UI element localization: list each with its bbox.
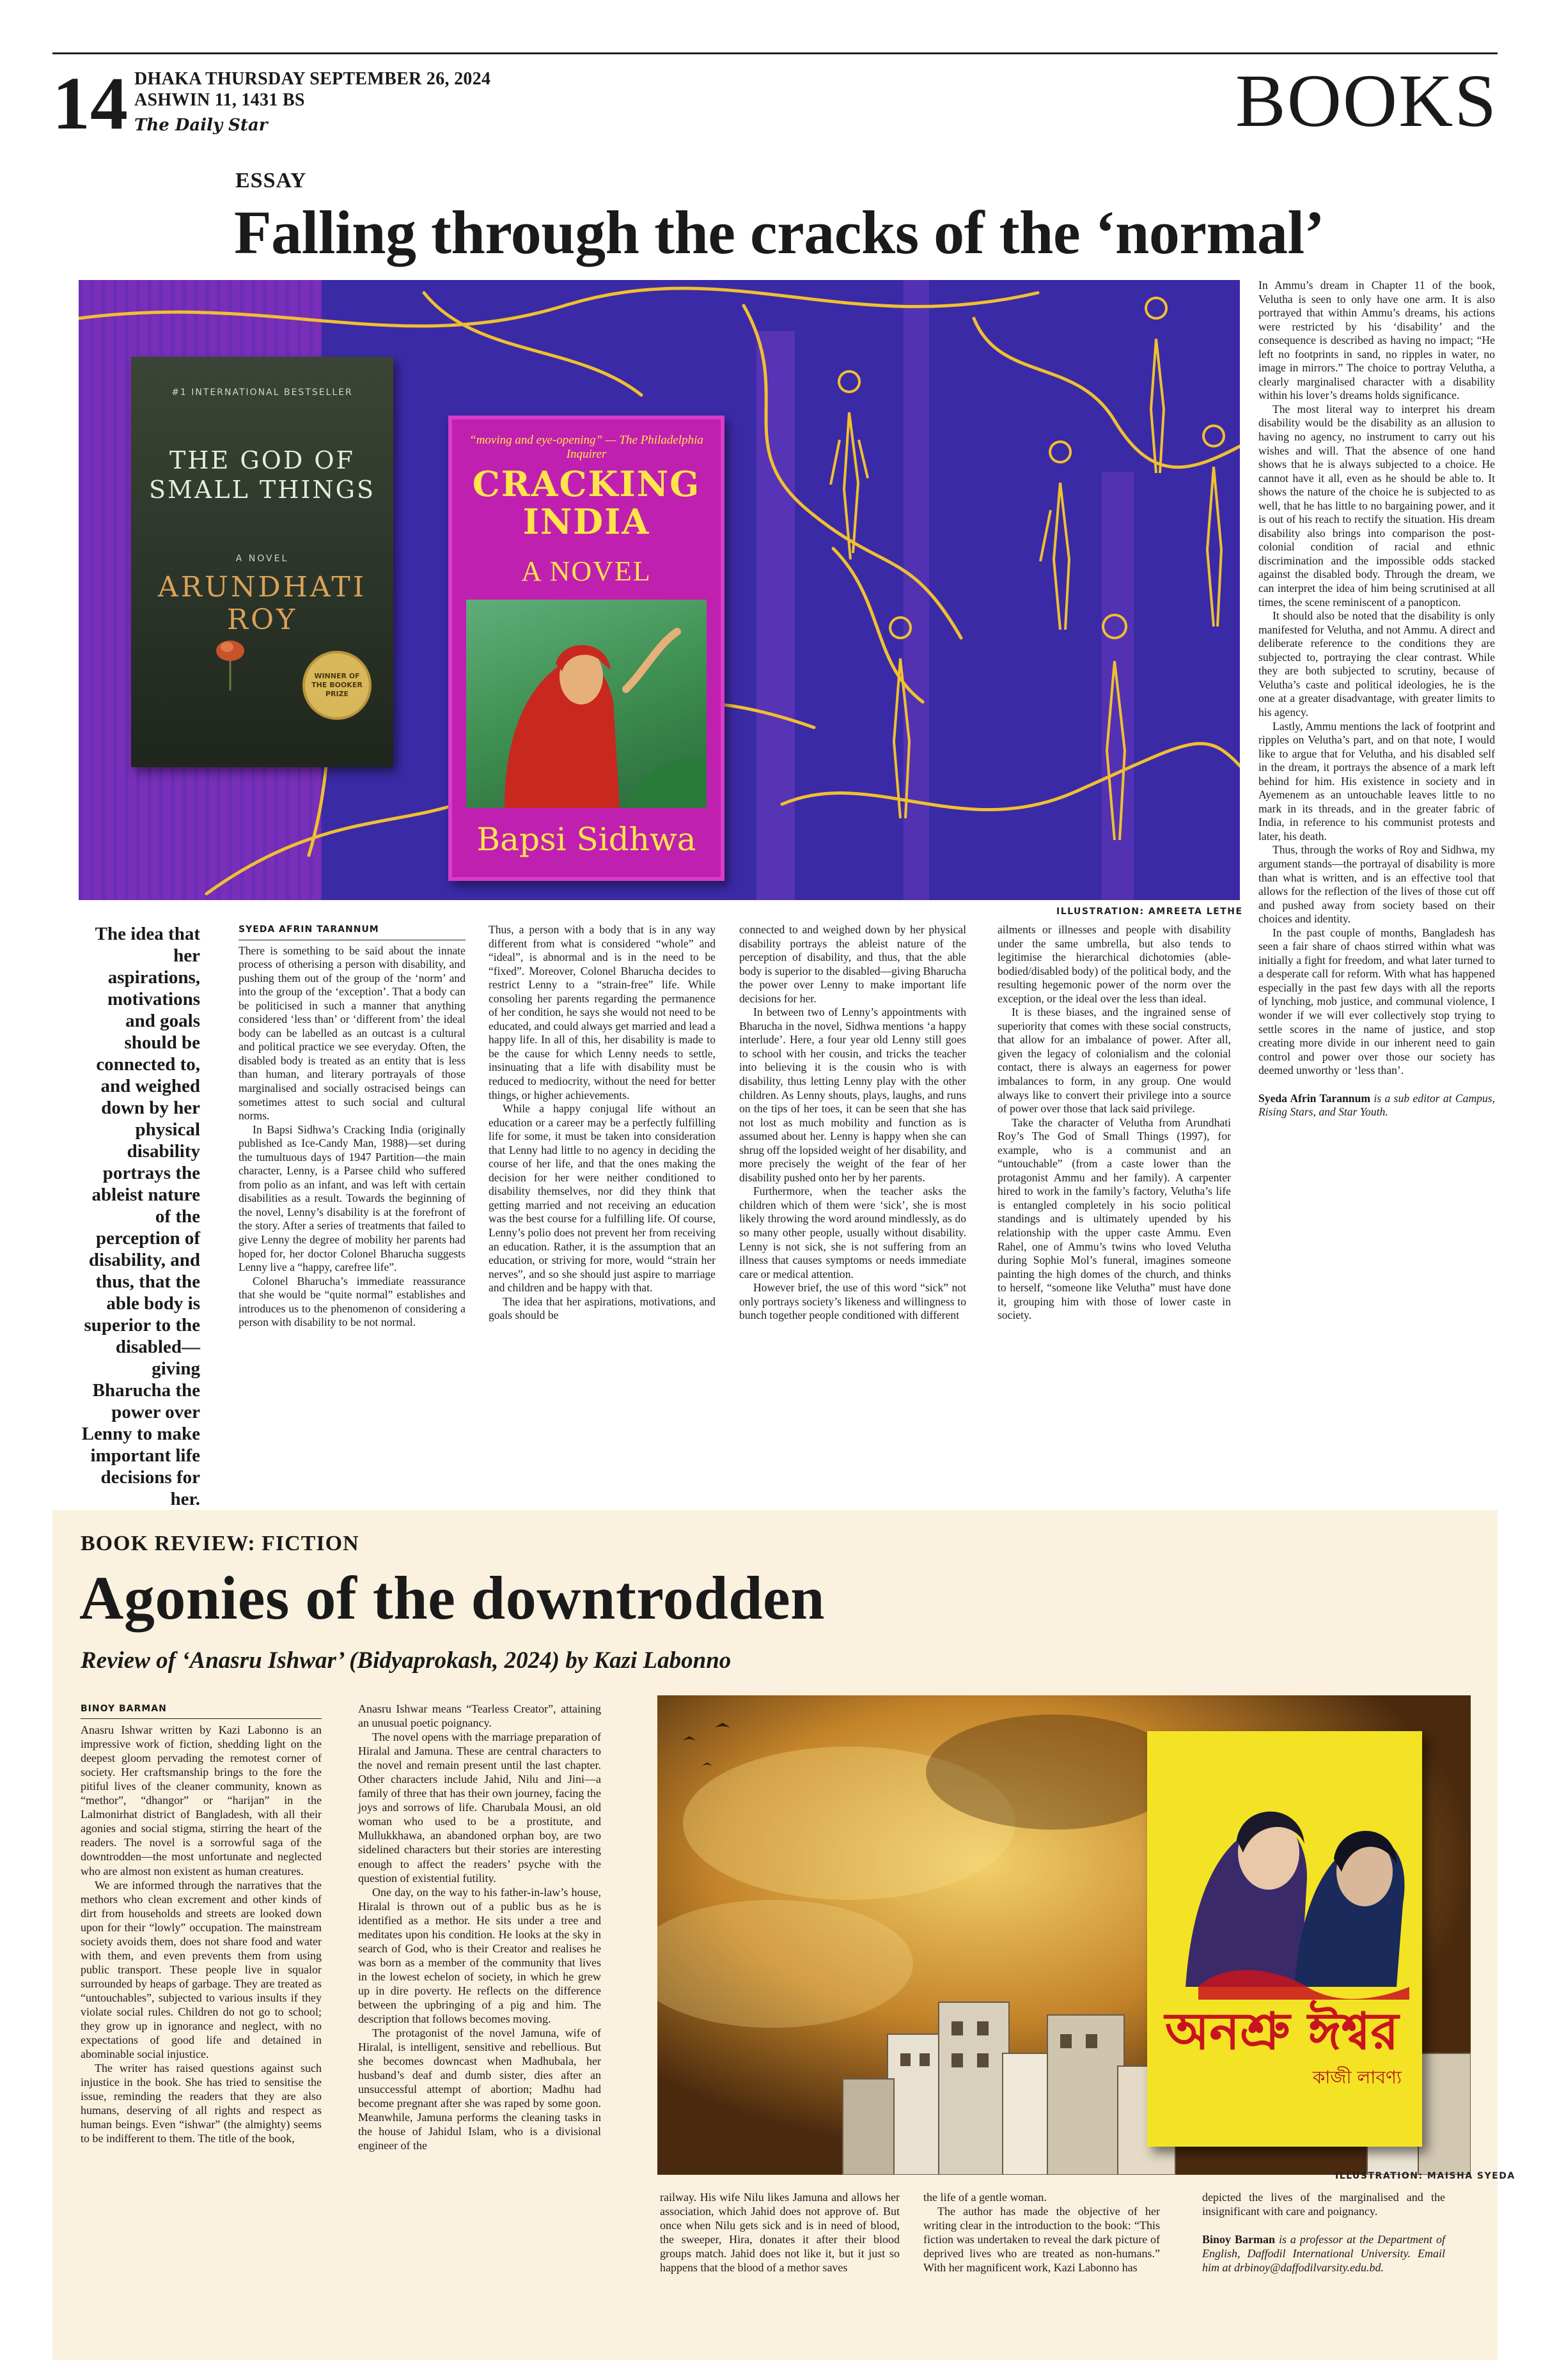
essay-column-1	[239, 923, 466, 1330]
paragraph: However brief, the use of this word “sick” not only portrays society’s likeness and willingness to bunch together people conditioned with different	[739, 1281, 966, 1322]
byline: BINOY BARMAN	[81, 1702, 322, 1719]
review-column-1	[81, 1702, 322, 2145]
paragraph: It is these biases, and the ingrained sense of superiority that comes with these social constructs, that allow for an imbalance of power. After all, given the legacy of colonialism and the colonial contact, there is always an eagerness for power imbalances to form, in any group. One would always like to convert their privilege into a source of power over those that lack said privilege.	[998, 1006, 1231, 1116]
paragraph: The protagonist of the novel Jamuna, wife of Hiralal, is intelligent, sensitive and rebellious. But she becomes downcast when Madhubala, her husband’s deaf and dumb sister, dies after an unsuccessful attempt of abortion; Madhu had become pregnant after she was raped by some goon. Meanwhile, Jamuna performs the cleaning tasks in the house of Jahidul Islam, who is a divisional engineer of the	[358, 2026, 601, 2152]
review-illustration	[657, 1695, 1471, 2175]
author-bio	[1258, 1092, 1495, 1119]
dateline	[134, 68, 490, 111]
illustration-credit: ILLUSTRATION: MAISHA SYEDA	[1335, 2171, 1515, 2181]
paragraph: There is something to be said about the innate process of otherising a person with disability, and pushing them out of the group of the ‘norm’ and into the group of the ‘exception’. That a body can be politicised in such a manner that anything considered ‘less than’ or ‘different from’ the ideal body can be labelled as an outcast is a cultural and political practice we see everyday. Often, the disabled body is treated as an entity that is less than human, and literary portrayals of those marginalised and socially ostracised beings can sometimes attest to such social and cultural norms.	[239, 944, 466, 1123]
book-cover-subtitle: A NOVEL	[521, 556, 652, 587]
paragraph: Lastly, Ammu mentions the lack of footprint and ripples on Velutha’s part, and on that note, I would like to argue that for Velutha, and his disabled self in the dream, it portrays the absence of a mark left behind for him. His existence in society and in Ayemenem as an untouchable leaves little to no mark in its threads, and in the greater fabric of India, in reference to his communist protests and later, his death.	[1258, 719, 1495, 843]
author-name: Binoy Barman	[1202, 2233, 1275, 2246]
paragraph: In the past couple of months, Bangladesh has seen a fair share of chaos stirred within what was initially a fight for freedom, and what later turned to a desperate call for reform. With what has happened especially in the past few days with all the reports of lynching, mob justice, and communal violence, I wonder if we will ever collectively stop trying to settle scores in the name of justice, and stop creating more divide in our inherent need to gain control and power over those our society has deemed unworthy or ‘less than’.	[1258, 926, 1495, 1077]
page-number: 14	[52, 61, 128, 145]
essay-column-4	[998, 923, 1231, 1323]
paragraph: Thus, through the works of Roy and Sidhwa, my argument stands—the portrayal of disability is more than what is written, and is an effective tool that allows for the reflection of the lives of those cut off and pushed away from society based on their choices and identity.	[1258, 843, 1495, 926]
essay-column-5	[1258, 279, 1495, 1119]
section-title: BOOKS	[1235, 59, 1498, 143]
author-bio-text: is a sub editor at Campus, Rising Stars, and Star Youth.	[1258, 1091, 1496, 1119]
paragraph: the life of a gentle woman.	[923, 2191, 1047, 2204]
book-cover-god-of-small-things	[131, 357, 393, 767]
paragraph: The novel opens with the marriage preparation of Hiralal and Jamuna. These are central characters to the novel and remain present until the last chapter. Other characters include Jahid, Nilu and Jini—a family of three that has their own journey, facing the joys and sorrows of life. Charubala Mousi, an old woman who used to be a prostitute, and Mullukkhawa, an abandoned orphan boy, are two sidelined characters but their stories are interesting enough to affect the readers’ psyche with the question of existential futility.	[358, 1731, 601, 1885]
book-cover-novel-label: A NOVEL	[235, 554, 289, 564]
essay-column-3	[739, 923, 966, 1323]
review-headline: Agonies of the downtrodden	[79, 1564, 826, 1632]
paragraph: Anasru Ishwar means “Tearless Creator”, attaining an unusual poetic poignancy.	[358, 1702, 601, 1730]
book-cover-author: ARUNDHATI ROY	[157, 571, 367, 636]
review-deck: Review of ‘Anasru Ishwar’ (Bidyaprokash, 2024) by Kazi Labonno	[81, 1647, 732, 1674]
review-column-2	[358, 1702, 601, 2153]
review-column-3	[660, 2190, 900, 2275]
paragraph: connected to and weighed down by her physical disability portrays the ableist nature of the perception of disability, and thus, that the able body is superior to the disabled—giving Bharucha the power over Lenny to make important life decisions for her.	[739, 923, 966, 1005]
award-seal: WINNER OF THE BOOKER PRIZE	[302, 651, 372, 720]
book-cover-quote: “moving and eye-opening” — The Philadelphia Inquirer	[469, 433, 703, 461]
paragraph: The writer has raised questions against such injustice in the book. She has tried to sensitise the issue, reminding the readers that they are also humans, deserving of all rights and respect as human beings. Even “ishwar” (the almighty) seems to be indifferent to them. The title of the book,	[81, 2062, 322, 2145]
paragraph: In Ammu’s dream in Chapter 11 of the book, Velutha is seen to only have one arm. It is also portrayed that within Ammu’s dreams, his actions were restricted by his ‘disability’ and the consequence is described as having no impact; “He left no footprints in sand, no ripples in water, no image in mirrors.” The choice to portray Velutha, a clearly marginalised character with a disability within his lover’s dreams holds significance.	[1258, 279, 1495, 402]
paragraph: Take the character of Velutha from Arundhati Roy’s The God of Small Things (1997), for example, who is a communist and an “untouchable” (from a caste lower than the protagonist Ammu and her family). A carpenter hired to work in the family’s factory, Velutha’s life is entangled completely in his socio political standings and is ultimately upended by his relationship with the upper caste Ammu. Even Rahel, one of Ammu’s twins who loved Velutha during Sophie Mol’s funeral, imagines someone painting the high domes of the church, and thinks to herself, “someone like Velutha” must have done it, grouping him with those of lower caste in society.	[998, 1116, 1231, 1322]
woman-figure-icon	[466, 600, 707, 808]
essay-headline: Falling through the cracks of the ‘normal’	[234, 198, 1325, 267]
paragraph: In Bapsi Sidhwa’s Cracking India (originally published as Ice-Candy Man, 1988)—set during the tumultuous days of 1947 Partition—the main character, Lenny, is a Parsee child who suffered from polio as an infant, and was left with certain disabilities as a result. Towards the beginning of the novel, Lenny’s disability is at the forefront of the story. After a series of treatments that failed to give Lenny the degree of mobility her parents had hoped for, her doctor Colonel Bharucha suggests Lenny live a “happy, carefree life”.	[239, 1123, 466, 1274]
paragraph: The author has made the objective of her writing clear in the introduction to the book: “This fiction was undertaken to reveal the dark picture of deprived lives who are treated as non-humans.” With her magnificent work, Kazi Labonno has	[923, 2205, 1160, 2275]
paragraph: While a happy conjugal life without an education or a career may be a perfectly fulfilling life for some, it must be taken into consideration that Lenny had little to no agency in deciding the course of her life, and that the ones making the decision for her were neither conditioned to disability themselves, nor did they think that getting married and not receiving an education was the best course for a fulfilling life. Of course, Lenny’s polio does not prevent her from receiving an education. Rather, it is the assumption that an education, or striving for more, would “strain her nerves”, and so she should just aspire to marriage and children and be happy with that.	[489, 1102, 716, 1295]
date-line: DHAKA THURSDAY SEPTEMBER 26, 2024	[134, 69, 491, 89]
paragraph: railway. His wife Nilu likes Jamuna and allows her association, which Jahid does not approve of. But once when Nilu gets sick and is in need of blood, the sweeper, Hira, donates it after their blood groups match. Jahid does not like it, but it just so happens that the blood of a methor saves	[660, 2191, 900, 2275]
review-column-4	[923, 2190, 1160, 2275]
paragraph: Thus, a person with a body that is in any way different from what is considered “whole” and “ideal”, is abnormal and is in the need to be “fixed”. Moreover, Colonel Bharucha decides to restrict Lenny to a “strain-free” life. While consoling her parents regarding the permanence of her condition, he says she would not need to be educated, and could always get married and lead a happy life. In all of this, her disability is made to be the cause for which Lenny needs to settle, insinuating that a life with disability must be reduced to mediocrity, without the need for better things, or higher achievements.	[489, 923, 716, 1101]
book-cover-title: THE GOD OF SMALL THINGS	[148, 446, 376, 504]
essay-column-2	[489, 923, 716, 1323]
essay-illustration	[79, 280, 1240, 900]
author-name: Syeda Afrin Tarannum	[1258, 1091, 1371, 1105]
byline: SYEDA AFRIN TARANNUM	[239, 923, 466, 940]
illustration-credit: ILLUSTRATION: AMREETA LETHE	[1056, 906, 1243, 917]
book-cover-cracking-india	[448, 416, 724, 881]
flower-icon	[208, 633, 253, 690]
book-cover-anasru-ishwar	[1147, 1731, 1422, 2147]
author-bio-text: is a professor at the Department of English, Daffodil International University. Email him at drbinoy@daffodilvarsity.edu.bd.	[1202, 2233, 1445, 2275]
paragraph: The most literal way to interpret his dream disability would be the disability as an allusion to having no agency, no instrument to carry out his wishes and will. That the absence of one hand shows that he is always subjected to a choice. He cannot have it all, even as he should be able to. It shows the nature of the choice he is subjected to as well, that he has little to no bargaining power, and it is out of his reach to rectify the situation. His dream disability also brings into comparison the post-colonial condition of racial and ethnic discrimination and the impossible odds stacked against the disabled body. Through the dream, we can interpret the idea of him being scrutinised at all times, the scene reminiscent of a panopticon.	[1258, 402, 1495, 609]
paragraph: One day, on the way to his father-in-law’s house, Hiralal is thrown out of a public bus as he is identified as a methor. He sits under a tree and meditates upon his condition. He looks at the sky in search of God, who is their Creator and realises he was born as a member of the community that lives in the lowest echelon of society, in which he grew up in dire poverty. He reflects on the difference between the upbringing of a pig and him. The description that follows becomes moving.	[358, 1885, 601, 2026]
paragraph: Furthermore, when the teacher asks the children which of them were ‘sick’, she is most likely throwing the word around mindlessly, as do so many other people, usually without disability. Lenny is not sick, she is not suffering from an illness that causes symptoms or needs immediate care or medical attention.	[739, 1185, 966, 1280]
paper-logo: The Daily Star	[134, 116, 268, 135]
book-cover-title: অনশ্রু ঈশ্বর	[1165, 2002, 1399, 2061]
bangla-date: ASHWIN 11, 1431 BS	[134, 90, 305, 111]
author-bio	[1202, 2232, 1445, 2275]
paragraph: In between two of Lenny’s appointments with Bharucha in the novel, Sidhwa mentions ‘a happy interlude’. Here, a four year old Lenny still goes to school with her cousin, and tricks the teacher into believing it is the cousin who is with disability, thus letting Lenny play with the other children. As Lenny shouts, plays, laughs, and runs on the tips of her toes, it can be seen that she has not lost as much mobility and function as is assumed about her. Lenny is happy when she can shrug off the lopsided weight of her disability, and more precisely the weight of the fear of her disability pushed onto her by her parents.	[739, 1006, 966, 1184]
book-cover-title: CRACKING INDIA	[472, 463, 701, 543]
paragraph: depicted the lives of the marginalised and the insignificant with care and poignancy.	[1202, 2191, 1445, 2218]
pull-quote: The idea that her aspirations, motivations and goals should be connected to, and weighed down by her physical disability portrays the ableist nature of the perception of disability, and thus, that the able body is superior to the disabled—giving Bharucha the power over Lenny to make important life decisions for her.	[81, 924, 200, 1509]
book-cover-painting	[466, 600, 707, 808]
paragraph: ailments or illnesses and people with disability under the same umbrella, but also tends to legitimise the hierarchical dichotomies (able-bodied/disabled body) of the political body, and the resulting hegemonic power of the norm over the exception, or the ideal over the less than ideal.	[998, 923, 1231, 1005]
review-column-5	[1202, 2190, 1445, 2275]
book-cover-tagline: #1 INTERNATIONAL BESTSELLER	[171, 387, 353, 398]
essay-kicker: ESSAY	[235, 169, 307, 192]
book-cover-author: কাজী লাবণ্য	[1312, 2067, 1402, 2088]
masthead	[52, 52, 1498, 147]
book-cover-author: Bapsi Sidhwa	[476, 821, 696, 858]
review-kicker: BOOK REVIEW: FICTION	[81, 1532, 359, 1555]
paragraph: Anasru Ishwar written by Kazi Labonno is an impressive work of fiction, shedding light on the deepest gloom pervading the remotest corner of society. Her craftsmanship brings to the fore the pitiful lives of the cleaner community, known as “methor”, “dhangor” or “harijan” in the Lalmonirhat district of Bangladesh, with all their agonies and social stigma, stirring the heart of the readers. The novel is a sorrowful saga of the downtrodden—the most unfortunate and neglected who are almost non existent as human creatures.	[81, 1723, 322, 1878]
paragraph: The idea that her aspirations, motivations, and goals should be	[489, 1295, 716, 1322]
paragraph: Colonel Bharucha’s immediate reassurance that she would be “quite normal” establishes and introduces us to the phenomenon of considering a person with disability to be not normal.	[239, 1274, 466, 1329]
paragraph: We are informed through the narratives that the methors who clean excrement and other kinds of dirt from households and streets are looked down upon for their “lowly” occupation. The mainstream society avoids them, does not share food and water with them, and even prevents them from using public transport. These people live in squalor surrounded by heaps of garbage. They are treated as “untouchables”, subjected to various insults if they violate social rules. Children do not go to school; they grow up in ignorance and neglect, with no expectations of good life and detained in abominable social injustice.	[81, 1878, 322, 2061]
paragraph: It should also be noted that the disability is only manifested for Velutha, and not Ammu. A direct and deliberate reference to the conditions they are subjected to, portraying the clear contrast. While they are both subjected to scrutiny, because of Velutha’s caste and political ideologies, he is the one at a greater disadvantage, with greater limits to his agency.	[1258, 609, 1495, 719]
